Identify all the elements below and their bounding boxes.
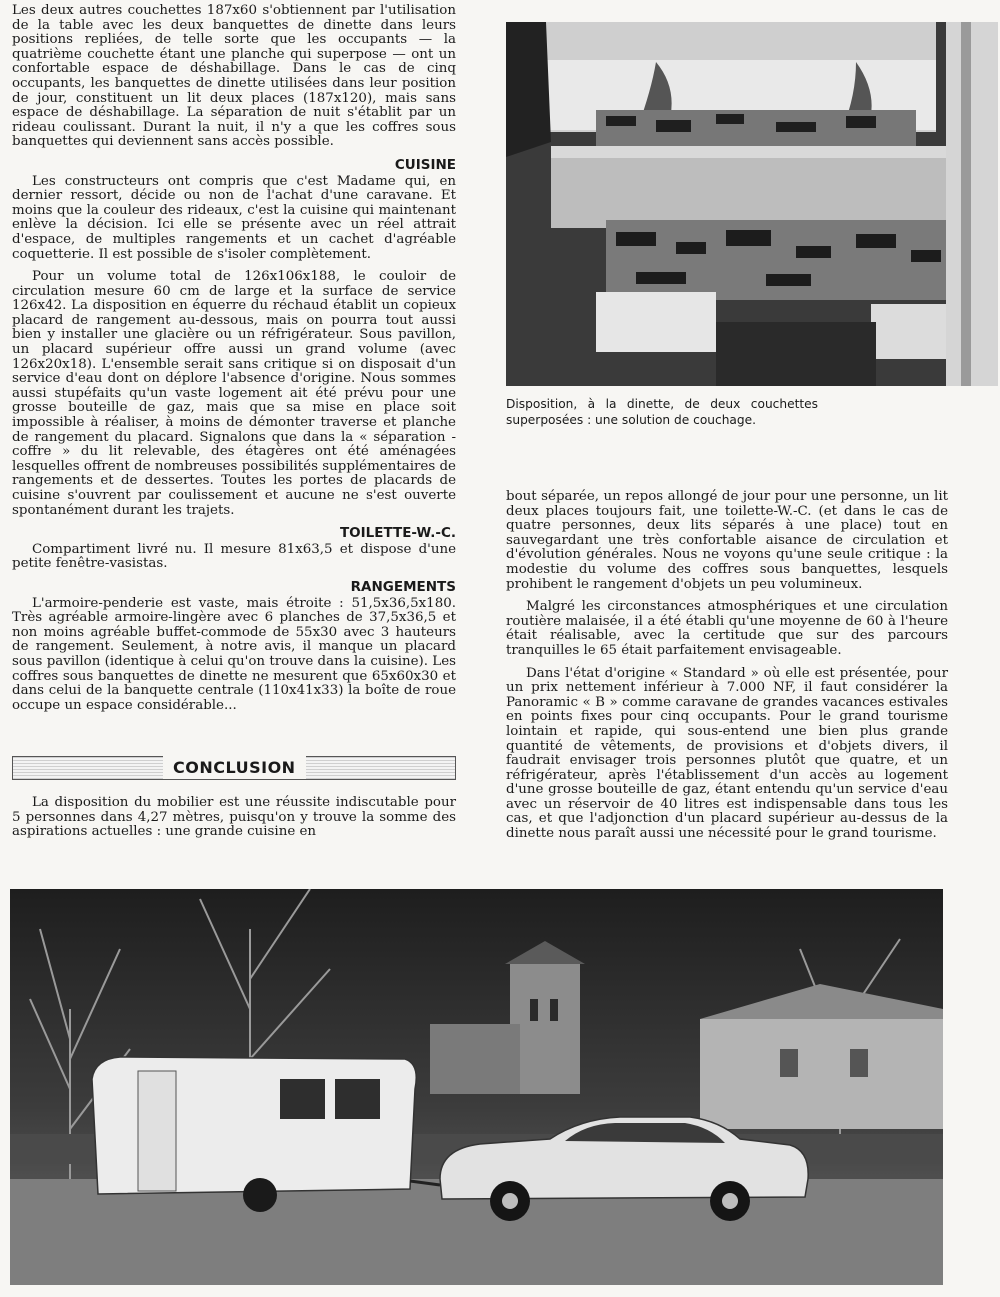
conclusion-heading: CONCLUSION	[163, 756, 306, 779]
paragraph: Les constructeurs ont compris que c'est Madame qui, en dernier ressort, décide ou non de l'achat d'une caravane. Et moins que la couleur des rideaux, c'est la cuisine qui maintenant enlève la décision. Ici elle se présente avec un réel attrait d'espace, de multiples rangements et un cachet d'agréable coquetterie. Il est possible de s'isoler complètement.	[12, 173, 456, 262]
paragraph: Compartiment livré nu. Il mesure 81x63,5 et dispose d'une petite fenêtre-vasistas.	[12, 541, 456, 572]
interior-photo-drawing	[506, 22, 998, 386]
photo-caption: Disposition, à la dinette, de deux couchettes superposées : une solution de couchage.	[506, 397, 818, 427]
paragraph: Malgré les circonstances atmosphériques et une circulation routière malaisée, il a été établi qu'une moyenne de 60 à l'heure était réalisable, avec la certitude que sur des parcours tranquilles le 65 était parfaitement envisageable.	[506, 599, 948, 658]
exterior-photo-drawing	[10, 889, 943, 1285]
paragraph: La disposition du mobilier est une réussite indiscutable pour 5 personnes dans 4,27 mètres, puisqu'on y trouve la somme des aspirations actuelles : une grande cuisine en	[12, 795, 456, 840]
left-column	[12, 4, 456, 721]
paragraph: Dans l'état d'origine « Standard » où elle est présentée, pour un prix nettement inférieur à 7.000 NF, il faut considérer la Panoramic « B » comme caravane de grandes vacances estivales en points fixes pour cinq occupants. Pour le grand tourisme lointain et rapide, qui sous-entend une bien plus grande quantité de vêtements, de provisions et d'objets divers, il faudrait envisager trois personnes plutôt que quatre, et un réfrigérateur, après l'établissement d'un accès au logement d'une grosse bouteille de gaz, étant entendu qu'un service d'eau avec un réservoir de 40 litres est indispensable dans tous les cas, et que l'adjonction d'un placard supérieur au-dessus de la dinette nous paraît aussi une nécessité pour le grand tourisme.	[506, 665, 948, 842]
right-column	[506, 490, 948, 850]
paragraph: L'armoire-penderie est vaste, mais étroite : 51,5x36,5x180. Très agréable armoire-lingère avec 6 planches de 37,5x36,5 et non moins agréable buffet-commode de 55x30 avec 3 hauteurs de rangement. Seulement, à notre avis, il manque un placard sous pavillon (identique à celui qu'on trouve dans la cuisine). Les coffres sous banquettes de dinette ne mesurent que 65x60x30 et dans celui de la banquette centrale (110x41x33) la boîte de roue occupe un espace considérable...	[12, 595, 456, 713]
exterior-photo	[10, 889, 943, 1285]
interior-photo	[506, 22, 998, 386]
paragraph: Pour un volume total de 126x106x188, le couloir de circulation mesure 60 cm de large et la surface de service 126x42. La disposition en équerre du réchaud établit un copieux placard de rangement au-dessous, mais on pourra tout aussi bien y installer une glacière ou un réfrigérateur. Sous pavillon, un placard supérieur offre aussi un grand volume (avec 126x20x18). L'ensemble serait sans critique si on disposait d'un service d'eau dont on déplore l'absence d'origine. Nous sommes aussi stupéfaits qu'un vaste logement ait été prévu pour une grosse bouteille de gaz, mais que sa mise en place soit impossible à réaliser, à moins de démonter traverse et planche de rangement du placard. Signalons que dans la « séparation - coffre » du lit relevable, des étagères ont été aménagées lesquelles offrent de nombreuses possibilités supplémentaires de rangements et de dessertes. Toutes les portes de placards de cuisine s'ouvrent par coulissement et aucune ne s'est ouverte spontanément durant les trajets.	[12, 269, 456, 518]
conclusion-text	[12, 796, 456, 848]
paragraph: Les deux autres couchettes 187x60 s'obtiennent par l'utilisation de la table avec les deux banquettes de dinette dans leurs positions repliées, de telle sorte que les occupants — la quatrième couchette étant une planche qui superpose — ont un confortable espace de déshabillage. Dans le cas de cinq occupants, les banquettes de dinette utilisées dans leur position de jour, constituent un lit deux places (187x120), mais sans espace de déshabillage. La séparation de nuit s'établit par un rideau coulissant. Durant la nuit, il n'y a que les coffres sous banquettes qui deviennent sans accès possible.	[12, 3, 456, 150]
section-heading-toilette: TOILETTE-W.-C.	[339, 525, 456, 542]
conclusion-banner	[12, 756, 456, 780]
paragraph: bout séparée, un repos allongé de jour pour une personne, un lit deux places toujours fait, une toilette-W.-C. (et dans le cas de quatre personnes, deux lits séparés à une place) tout en sauvegardant une très confortable aisance de circulation et d'évolution générales. Nous ne voyons qu'une seule critique : la modestie du volume des coffres sous banquettes, lesquels prohibent le rangement d'objets un peu volumineux.	[506, 489, 948, 592]
section-heading-rangements: RANGEMENTS	[350, 578, 456, 595]
section-heading-cuisine: CUISINE	[394, 156, 456, 173]
